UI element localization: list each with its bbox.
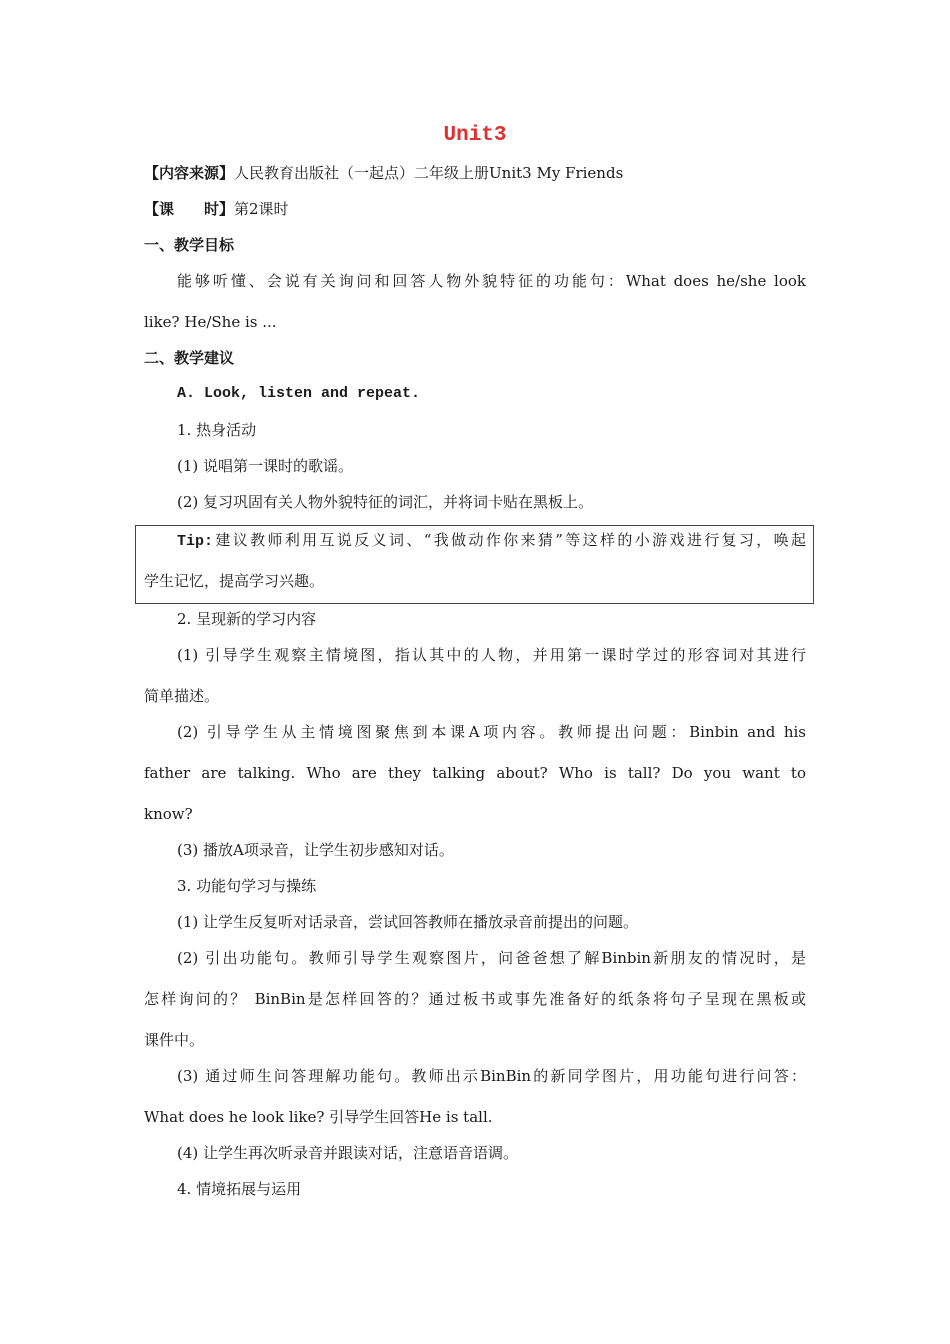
step-2-2b: father are talking. Who are they talking about? Who is tall? Do you want to	[144, 764, 806, 782]
document-title: Unit3	[443, 124, 507, 147]
tip-text-2: 学生记忆，提高学习兴趣。	[144, 572, 325, 590]
step-3-2b: 怎样询问的？ BinBin是怎样回答的？通过板书或事先准备好的纸条将句子呈现在黑板或	[144, 990, 806, 1008]
part-a-heading: A. Look, listen and repeat.	[177, 385, 421, 402]
step-2-1b: 简单描述。	[144, 687, 220, 705]
suggest-heading: 二、教学建议	[144, 349, 235, 367]
step-3-2a: (2) 引出功能句。教师引导学生观察图片，问爸爸想了解Binbin新朋友的情况时，是	[177, 949, 806, 967]
tip-text-1	[177, 530, 806, 552]
step-2-2c: know?	[144, 805, 193, 823]
step-1-1: (1) 说唱第一课时的歌谣。	[177, 457, 354, 475]
step-2-1a: (1) 引导学生观察主情境图，指认其中的人物，并用第一课时学过的形容词对其进行	[177, 646, 806, 664]
step-1-2: (2) 复习巩固有关人物外貌特征的词汇，并将词卡贴在黑板上。	[177, 493, 594, 511]
step-3-2c: 课件中。	[144, 1031, 205, 1049]
step-1-heading: 1. 热身活动	[177, 421, 257, 439]
step-3-heading: 3. 功能句学习与操练	[177, 877, 317, 895]
step-3-3a: (3) 通过师生问答理解功能句。教师出示BinBin的新同学图片，用功能句进行问答：	[177, 1067, 806, 1085]
step-3-4: (4) 让学生再次听录音并跟读对话，注意语音语调。	[177, 1144, 519, 1162]
source-value: 人民教育出版社（一起点）二年级上册Unit3 My Friends	[234, 164, 624, 182]
step-4-heading: 4. 情境拓展与运用	[177, 1180, 302, 1198]
tip-content: 建议教师利用互说反义词、“我做动作你来猜”等这样的小游戏进行复习，唤起	[213, 531, 806, 549]
period-value: 第2课时	[234, 200, 289, 218]
step-3-1: (1) 让学生反复听对话录音，尝试回答教师在播放录音前提出的问题。	[177, 913, 639, 931]
goals-text-1: 能够听懂、会说有关询问和回答人物外貌特征的功能句：What does he/she look	[177, 272, 806, 290]
source-label: 【内容来源】	[144, 164, 235, 182]
goals-text-2: like? He/She is ...	[144, 313, 277, 331]
goals-heading: 一、教学目标	[144, 236, 235, 254]
step-2-3: (3) 播放A项录音，让学生初步感知对话。	[177, 841, 454, 859]
tip-label: Tip:	[177, 533, 214, 550]
period-line	[144, 199, 806, 219]
source-line	[144, 163, 806, 183]
step-2-heading: 2. 呈现新的学习内容	[177, 610, 317, 628]
step-3-3b: What does he look like? 引导学生回答He is tall.	[144, 1108, 493, 1126]
step-2-2a: (2) 引导学生从主情境图聚焦到本课A项内容。教师提出问题：Binbin and his	[177, 723, 806, 741]
period-label: 【课 时】	[144, 200, 235, 218]
